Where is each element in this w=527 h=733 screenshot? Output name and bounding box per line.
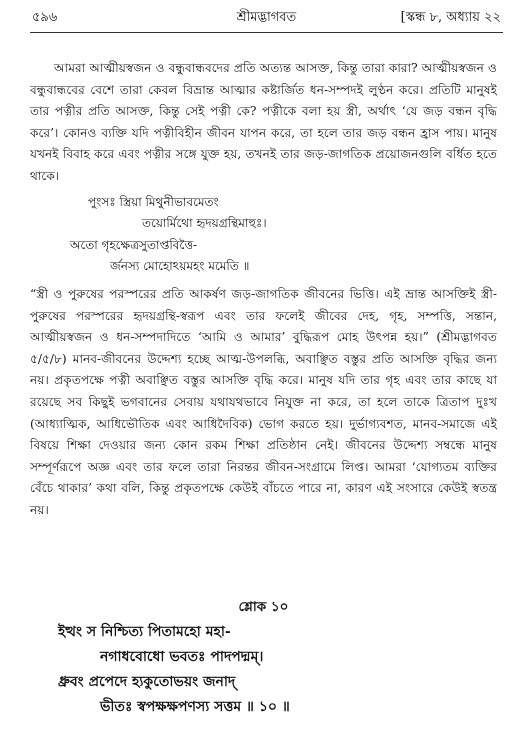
sloka-line: ভীতঃ স্বপক্ষক্ষপণস্য সত্তম ॥ ১০ ॥ xyxy=(100,699,290,715)
quoted-verse-line: পুংসঃ স্ত্রিয়া মিথুনীভাবমেতং xyxy=(88,194,219,209)
sloka-line: ধ্রুবং প্রপেদে হ্যকুতোভয়ং জনাদ্ xyxy=(58,674,236,690)
purport-paragraph-2: “স্ত্রী ও পুরুষের পরস্পরের প্রতি আকর্ষণ জড়-জাগতিক জীবনের ভিত্তি। এই ভ্রান্ত আসক্তিই স্ত্রী-পুরুষের পরস্পরের হৃদয়গ্রন্থি-স্বরূপ এবং তার ফলেই জীবের দেহ, গৃহ, সম্পত্তি, সন্তান, আত্মীয়স্বজন ও ধন-সম্পদাদিতে ‘আমি ও আমার’ বুদ্ধিরূপ মোহ উৎপন্ন হয়।” (শ্রীমদ্ভাগবত ৫/৫/৮) মানব-জীবনের উদ্দেশ্য হচ্ছে আত্ম-উপলব্ধি, অবাঞ্ছিত বস্তুর প্রতি আসক্তি বৃদ্ধির জন্য নয়। প্রকৃতপক্ষে পত্নী অবাঞ্ছিত বস্তুর আসক্তি বৃদ্ধি করে। মানুষ যদি তার গৃহ এবং তার কাছে যা রয়েছে সব কিছুই ভগবানের সেবায় যথাযথভাবে নিযুক্ত না করে, তা হলে তাকে ত্রিতাপ দুঃখ (আধ্যাত্মিক, আধিভৌতিক এবং আধিদৈবিক) ভোগ করতে হয়। দুর্ভাগ্যবশত, মানব-সমাজে এই বিষয়ে শিক্ষা দেওয়ার জন্য কোন রকম শিক্ষা প্রতিষ্ঠান নেই। জীবনের উদ্দেশ্য সম্বন্ধে মানুষ সম্পূর্ণরূপে অজ্ঞ এবং তার ফলে তারা নিরন্তর জীবন-সংগ্রামে লিপ্ত। আমরা ‘যোগ্যতম ব্যক্তির বেঁচে থাকার’ কথা বলি, কিন্তু প্রকৃতপক্ষে কেউই বাঁচতে পারে না, কারণ এই সংসারে কেউই স্বতন্ত্র নয়। xyxy=(30,286,497,517)
sloka-line: ইত্থং স নিশ্চিত্য পিতামহো মহা- xyxy=(58,624,231,640)
quoted-verse xyxy=(30,192,497,278)
sloka-text xyxy=(40,620,500,720)
quoted-verse-line: অতো গৃহক্ষেত্রসুতাপ্তবিত্তৈ- xyxy=(70,237,198,252)
quoted-verse-line: তয়োর্মিথো হৃদয়গ্রন্থিমাহুঃ। xyxy=(142,216,267,231)
sloka-line: নগাধবোধো ভবতঃ পাদপদ্মম্। xyxy=(100,649,264,665)
running-title: শ্রীমদ্ভাগবত xyxy=(236,10,297,25)
quoted-verse-line: র্জনস্য মোহোঽয়মহং মমেতি ॥ xyxy=(110,259,250,274)
header-rule xyxy=(30,32,503,33)
purport-paragraph-1: আমরা আত্মীয়স্বজন ও বন্ধুবান্ধবদের প্রতি অত্যন্ত আসক্ত, কিন্তু তারা কারা? আত্মীয়স্বজন ও বন্ধুবান্ধবের বেশে তারা কেবল বিভ্রান্ত আত্মার কষ্টার্জিত ধন-সম্পদই লুণ্ঠন করে। প্রতিটি মানুষই তার পত্নীর প্রতি আসক্ত, কিন্তু সেই পত্নী কে? পত্নীকে বলা হয় স্ত্রী, অর্থাৎ ‘যে জড় বন্ধন বৃদ্ধি করে’। কোনও ব্যক্তি যদি পত্নীবিহীন জীবন যাপন করে, তা হলে তার জড় বন্ধন হ্রাস পায়। মানুষ যখনই বিবাহ করে এবং পত্নীর সঙ্গে যুক্ত হয়, তখনই তার জড়-জাগতিক প্রয়োজনগুলি বর্ধিত হতে থাকে। xyxy=(30,61,497,183)
purport-body xyxy=(30,58,497,521)
page-header xyxy=(32,8,501,30)
sloka-heading: শ্লোক ১০ xyxy=(238,599,289,615)
page-number: ৫৯৬ xyxy=(32,10,58,25)
section-reference: [স্কন্ধ ৮, অধ্যায় ২২ xyxy=(400,10,501,25)
